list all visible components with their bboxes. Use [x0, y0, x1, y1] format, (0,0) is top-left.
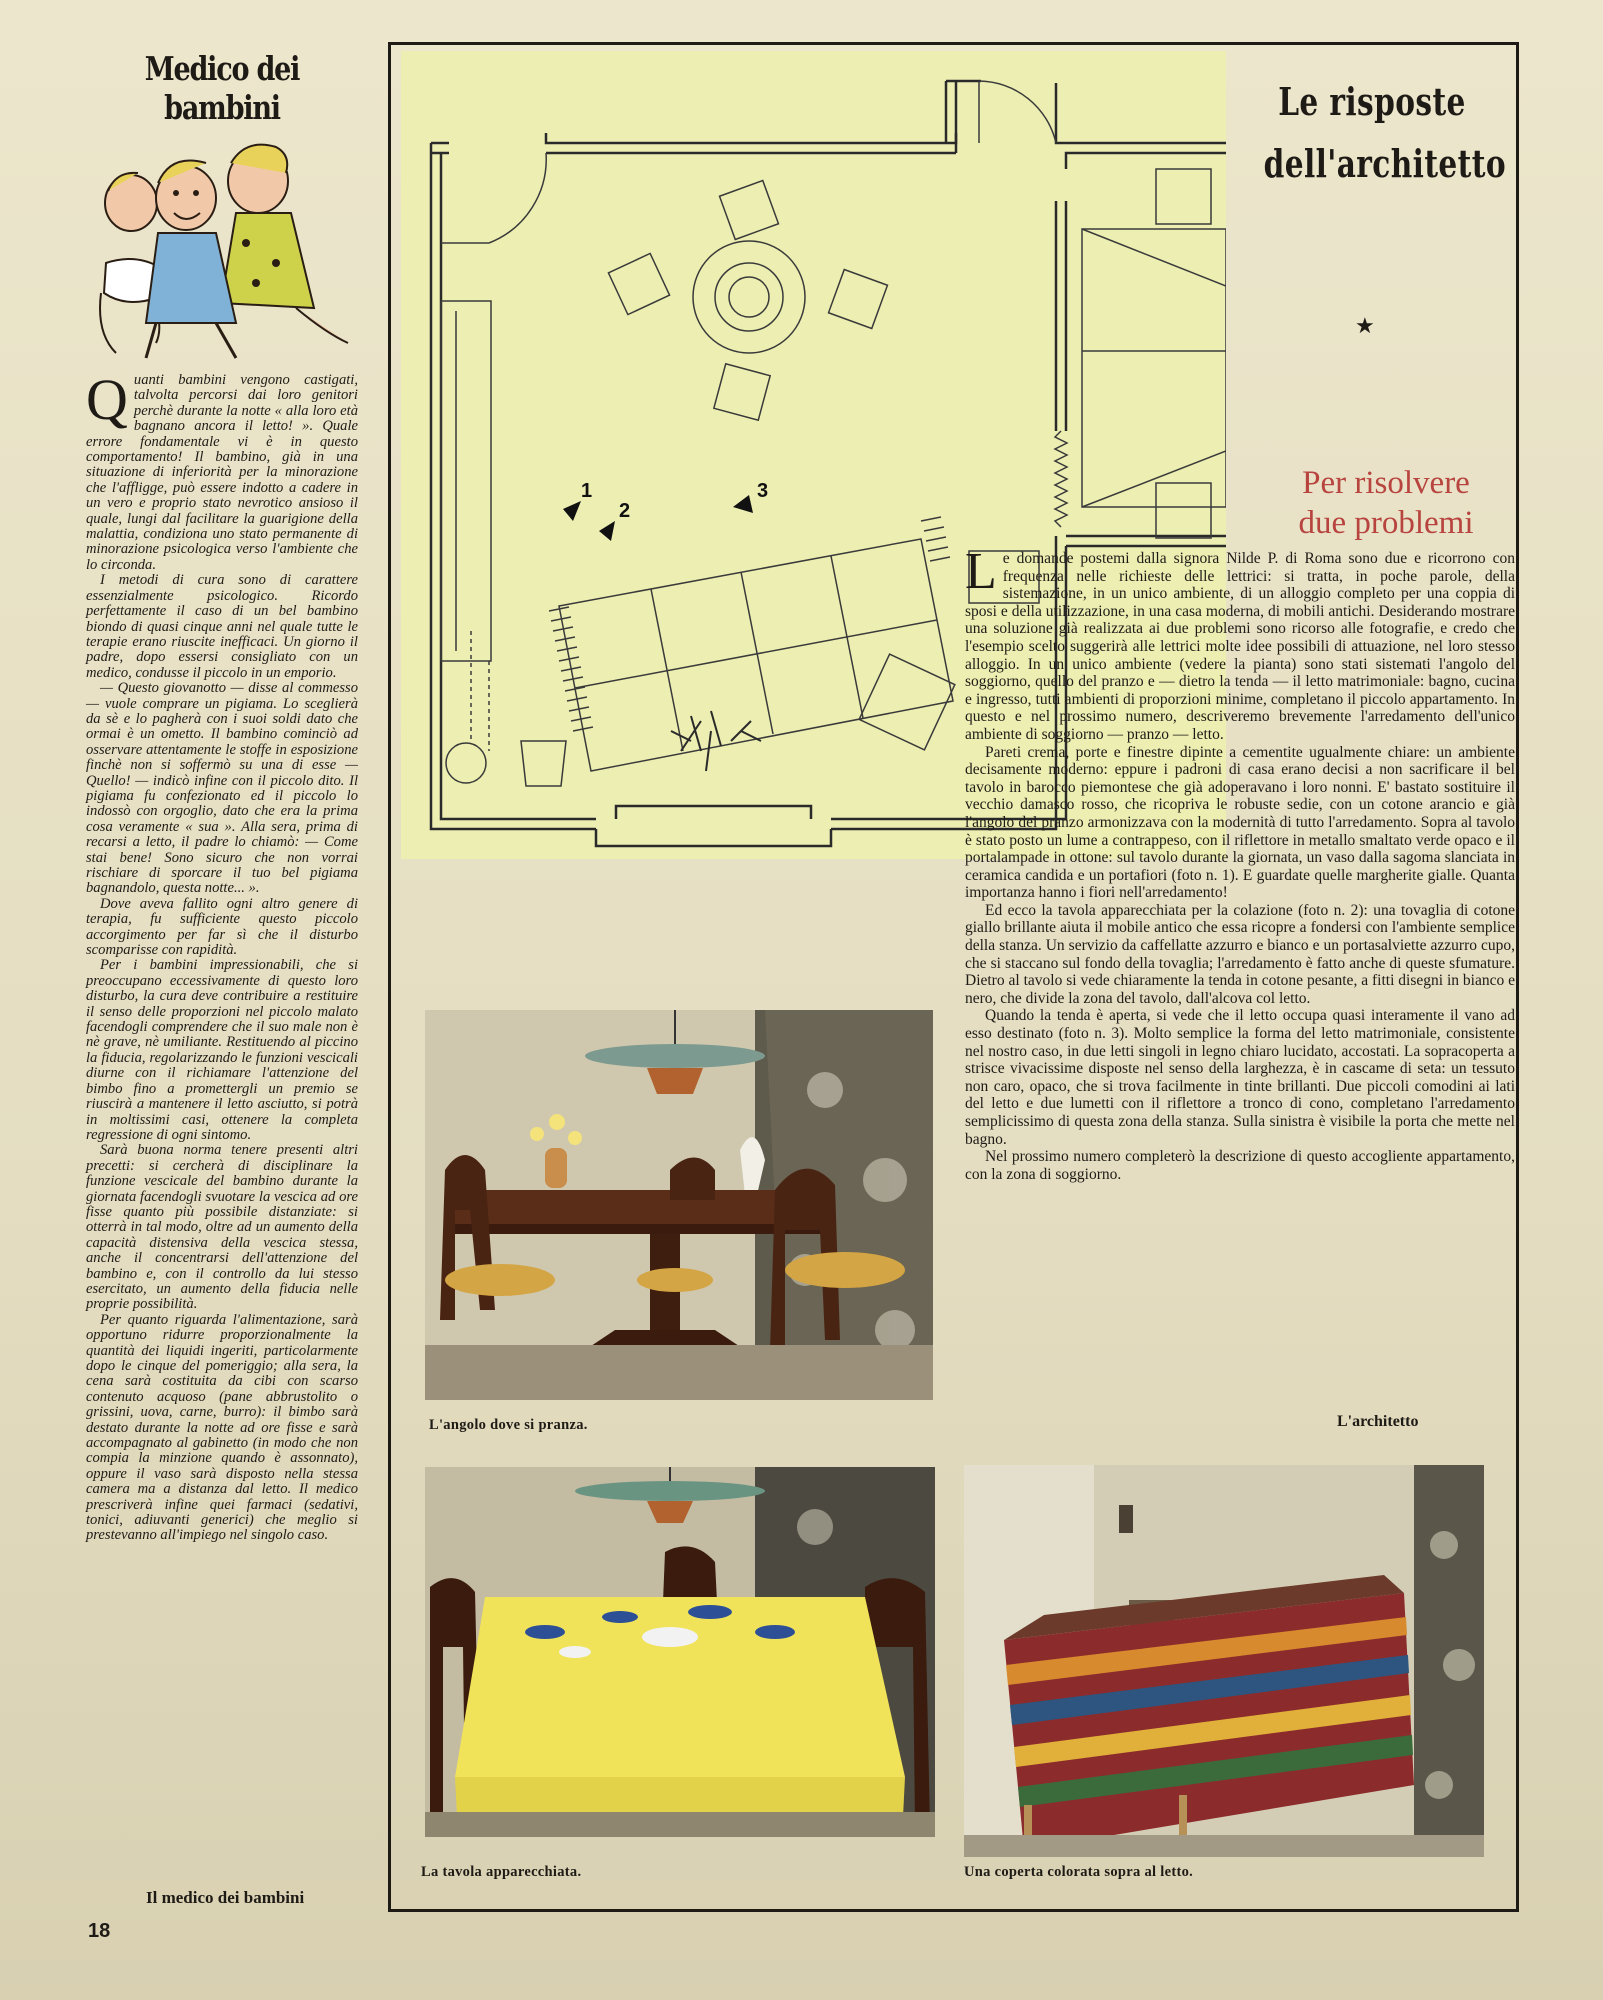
left-paragraph: Per quanto riguarda l'alimentazione, sarà opportuno ridurre proporzionalmente la quantità dei liquidi ingeriti, particolarmente dopo le cinque del pomeriggio; alla sera, la cena sarà costituita da cibi con scarso contenuto acquoso (pane abbrustolito o grissini, uova, carne, burro): il bimbo sarà destato durante la notte ad ore fisse e sarà accompagnato al gabinetto (in modo che non compia la minzione quando è assonnato), oppure il vaso sarà disposto nella stessa camera ma a distanza dal letto. Il medico prescriverà infine quei farmaci (sedativi, tonici, adiuvanti generici) che meglio si prestevanno all'impiego nel singolo caso. — [86, 1311, 358, 1544]
right-paragraph: Quando la tenda è aperta, si vede che il letto occupa quasi interamente il vano ad esso destinato (foto n. 3). Molto semplice la forma del letto matrimoniale, consistente nel nostro caso, in due letti singoli in legno chiaro lucidato, accostati. La sopracoperta a strisce vivacissime disposte nel senso della larghezza, è in cascame di seta: un tessuto non caro, opaco, che si trova facilmente in tinte brillanti. Due piccoli comodini ai lati del letto e due lumetti con il riflettore a tronco di cono, completano l'arredamento semplicissimo di questa zona della stanza. Sulla sinistra è visibile la porta che mette nel bagno. — [965, 1007, 1515, 1148]
left-paragraph: Quanti bambini vengono castigati, talvolta percorsi dai loro genitori perchè durante la notte « alla loro età bagnano ancora il letto! ». Quale errore fondamentale vi è in questo comportamento! Il bambino, già in una situazione di inferiorità per la minorazione che l'affligge, può essere indotto a cadere in un vero e proprio stato nevrotico ansioso il quale, lungi dal facilitare la guarigione della malattia, condiziona uno stato permanente di minorazione psicologica verso l'ambiente che lo circonda. — [86, 367, 358, 573]
photo-striped-bed — [964, 1465, 1484, 1857]
photo-laid-table — [425, 1467, 935, 1837]
plan-marker-2: 2 — [619, 500, 631, 522]
plan-marker-3: 3 — [757, 480, 769, 502]
photo-caption-1: L'angolo dove si pranza. — [429, 1417, 588, 1433]
article-subheading: Per risolvere due problemi — [1298, 465, 1474, 541]
page-number: 18 — [88, 1920, 111, 1942]
architect-signature: L'architetto — [1337, 1413, 1419, 1430]
article-heading: Le risposte dell'architetto — [1263, 79, 1506, 186]
left-article-body — [86, 367, 358, 1544]
photo-caption-3: Una coperta colorata sopra al letto. — [964, 1864, 1194, 1880]
architect-article-body — [965, 543, 1515, 1183]
left-paragraph: Per i bambini impressionabili, che si preoccupano eccessivamente di questo loro disturbo, la cura deve contribuire a restituire il senso delle proporzioni nel piccolo malato facendogli comprendere che il suo male non è nè grave, nè umiliante. Restituendo al piccino la fiducia, regolarizzando le funzioni vescicali diurne con il richiamare l'attenzione del bimbo fino a promettergli un premio se riuscirà a mantenere il letto asciutto, si potrà in moltissimi casi, ottenere la completa regressione di ogni sintomo. — [86, 957, 358, 1143]
photo-dining-corner — [425, 1010, 933, 1400]
left-paragraph: — Questo giovanotto — disse al commesso — vuole comprare un pigiama. Lo sceglierà da sè e lo pagherà con i suoi soldi dato che ormai è un ometto. Il bambino cominciò ad osservare attentamente le stoffe in esposizione finchè non si soffermò su una di esse — Quello! — indicò infine con il piccolo dito. Il pigiama fu confezionato ed il piccolo lo indossò con orgoglio, dato che era la prima cosa veramente « sua ». Alla sera, prima di recarsi a letto, il padre lo chiamò: — Come stai bene! Sono sicuro che non vorrai rischiare di sporcare il tuo bel pigiama bagnandolo, questa notte... ». — [86, 680, 358, 897]
right-paragraph: Nel prossimo numero completerò la descrizione di questo accogliente appartamento, con la zona di soggiorno. — [965, 1148, 1515, 1183]
left-paragraph: Dove aveva fallito ogni altro genere di terapia, fu sufficiente questo piccolo accorgimento per far sì che il disturbo scomparisse con rapidità. — [86, 895, 358, 959]
left-dropcap: Q — [86, 367, 128, 432]
right-paragraph: Le domande postemi dalla signora Nilde P. di Roma sono due e ricorrono con frequenza nelle richieste delle lettrici: si tratta, in poche parole, della sistemazione, in un unico ambiente, di un alloggio completo per una coppia di sposi e della utilizzazione, in una casa moderna, di mobili antichi. Desiderando mostrare una soluzione già realizzata ai due problemi sono ricorso alle fotografie, e credo che l'esempio scelto suggerirà alle lettrici molte idee possibili di attuazione, nel loro stesso alloggio. In un unico ambiente (vedere la pianta) sono stati sistemati l'angolo del soggiorno, quello del pranzo e — dietro la tenda — il letto matrimoniale: bagno, cucina e ingresso, tutti ambienti di proporzioni minime, completano il piccolo appartamento. In questo e nel prossimo numero, descriveremo brevemente l'arredamento dell'unico ambiente di soggiorno — pranzo — letto. — [965, 543, 1515, 743]
left-paragraph: I metodi di cura sono di carattere essenzialmente psicologico. Ricordo perfettamente il caso di un bel bambino biondo di quasi cinque anni nel quale tutte le terapie erano riuscite inefficaci. Un giorno il padre, dopo essersi consigliato con un medico, condusse il piccolo in un emporio. — [86, 572, 358, 681]
photo-caption-2: La tavola apparecchiata. — [421, 1864, 582, 1880]
left-signature: Il medico dei bambini — [146, 1888, 305, 1907]
left-column-title: Medico dei bambini — [144, 49, 300, 127]
children-illustration — [86, 133, 358, 363]
left-paragraph: Sarà buona norma tenere presenti altri precetti: si cercherà di disciplinare la funzione vescicale del bambino durante la giornata facendogli svuotare la vescica ad ore fisse quanto più possibile distanziate: si otterrà in tal modo, oltre ad un aumento della capacità distensiva della vescica stessa, anche il concentrarsi dell'attenzione del bambino e, con il controllo da lui stesso esercitato, un aumento della fiducia nelle proprie possibilità. — [86, 1142, 358, 1313]
right-paragraph: Ed ecco la tavola apparecchiata per la colazione (foto n. 2): una tovaglia di cotone giallo brillante aiuta il mobile antico che essa ricopre a fondersi con l'ambiente semplice della stanza. Un servizio da caffellatte azzurro e bianco e un portasalviette azzurro cupo, che si staccano sul fondo della tovaglia; l'arredamento è fatto anche di queste sfumature. Dietro al tavolo si vede chiaramente la tenda in cotone pesante, a fitti disegni in bianco e nero, che divide la zona del tavolo, dall'alcova col letto. — [965, 901, 1515, 1007]
right-paragraph: Pareti crema, porte e finestre dipinte a cementite ugualmente chiare: un ambiente decisamente moderno: eppure i padroni di casa erano decisi a non sacrificare il bel tavolo in barocco piemontese che già adoperavano i loro nonni. E' bastato sostituire il vecchio damasco rosso, che ricopriva le robuste sedie, con un cotone arancio e già l'angolo del pranzo armonizzava con la modernità di tutto l'arredamento. Sopra al tavolo è stato posto un lume a contrappeso, con il riflettore in metallo smaltato verde opaco e il portalampade in ottone: sul tavolo durante la giornata, un vaso dalla sagoma slanciata in ceramica candida e un portafiori (foto n. 1). E guardate quelle margherite gialle. Quanta importanza hanno i fiori nell'arredamento! — [965, 743, 1515, 902]
left-column — [86, 45, 358, 1925]
plan-marker-1: 1 — [581, 480, 593, 502]
right-dropcap: L — [965, 543, 997, 600]
architect-article-frame — [388, 42, 1519, 1912]
star-icon: ★ — [1355, 313, 1375, 338]
